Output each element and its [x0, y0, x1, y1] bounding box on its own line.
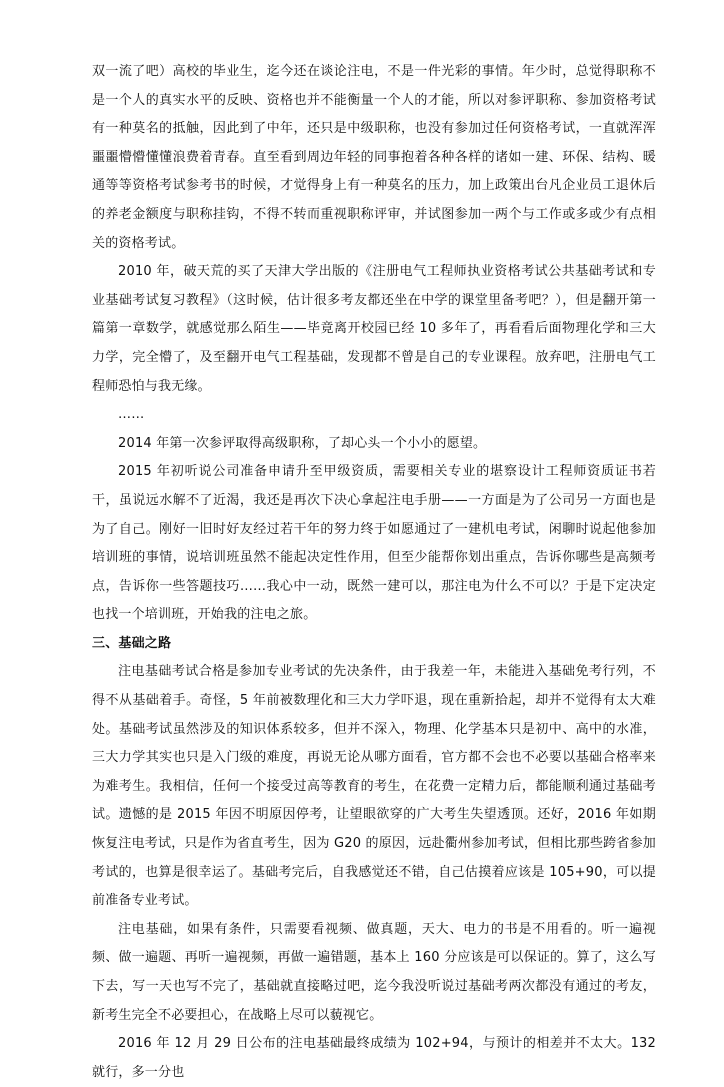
paragraph-2016-result: 2016 年 12 月 29 日公布的注电基础最终成绩为 102+94，与预计的相差并不太大。132 就行，多一分也 — [92, 1036, 656, 1080]
paragraph-2010-first-attempt: 2010 年，破天荒的买了天津大学出版的《注册电气工程师执业资格考试公共基础考试和专业基础考试复习教程》（这时候，估计很多考友都还坐在中学的课堂里备考吧？），但是翻开第一篇第一章数学，就感觉那么陌生——毕竟离开校园已经 10 多年了，再看看后面物理化学和三大力学，完全懵了，及至翻开电气工程基础，发现都不曾是自己的专业课程。放弃吧，注册电气工程师恐怕与我无缘。 — [92, 264, 656, 394]
document-page — [92, 58, 656, 1087]
paragraph-foundation-advice: 注电基础，如果有条件，只需要看视频、做真题，天大、电力的书是不用看的。听一遍视频、做一遍题、再听一遍视频，再做一遍错题，基本上 160 分应该是可以保证的。算了，这么写下去，写一天也写不完了，基础就直接略过吧，迄今我没听说过基础考两次都没有通过的考友，新考生完全不必要担心，在战略上尽可以藐视它。 — [92, 921, 656, 1023]
paragraph-ellipsis: …… — [118, 407, 145, 423]
paragraph-foundation-exam: 注电基础考试合格是参加专业考试的先决条件，由于我差一年，未能进入基础免考行列，不得不从基础着手。奇怪，5 年前被数理化和三大力学吓退，现在重新拾起，却并不觉得有太大难处。基础考试虽然涉及的知识体系较多，但并不深入，物理、化学基本只是初中、高中的水准，三大力学其实也只是入门级的难度，再说无论从哪方面看，官方都不会也不必要以基础合格率来为难考生。我相信，任何一个接受过高等教育的考生，在花费一定精力后，都能顺利通过基础考试。遗憾的是 2015 年因不明原因停考，让望眼欲穿的广大考生失望透顶。还好，2016 年如期恢复注电考试，只是作为省直考生，因为 G20 的原因，远赴衢州参加考试，但相比那些跨省参加考试的，也算是很幸运了。基础考完后，自我感觉还不错，自己估摸着应该是 105+90，可以提前准备专业考试。 — [92, 664, 656, 909]
section-heading-foundation: 三、基础之路 — [92, 635, 172, 651]
paragraph-career-reflection: 双一流了吧）高校的毕业生，迄今还在谈论注电，不是一件光彩的事情。年少时，总觉得职称不是一个人的真实水平的反映、资格也并不能衡量一个人的才能，所以对参评职称、参加资格考试有一种莫名的抵触，因此到了中年，还只是中级职称，也没有参加过任何资格考试，一直就浑浑噩噩懵懵懂懂浪费着青春。直至看到周边年轻的同事抱着各种各样的诸如一建、环保、结构、暖通等等资格考试参考书的时候，才觉得身上有一种莫名的压力，加上政策出台凡企业员工退休后的养老金额度与职称挂钩，不得不转而重视职称评审，并试图参加一两个与工作或多或少有点相关的资格考试。 — [92, 64, 656, 251]
paragraph-2015-decision: 2015 年初听说公司准备申请升至甲级资质，需要相关专业的堪察设计工程师资质证书若干，虽说远水解不了近渴，我还是再次下决心拿起注电手册——一方面是为了公司另一方面也是为了自己。刚好一旧时好友经过若干年的努力终于如愿通过了一建机电考试，闲聊时说起他参加培训班的事情，说培训班虽然不能起决定性作用，但至少能帮你划出重点，告诉你哪些是高频考点，告诉你一些答题技巧……我心中一动，既然一建可以，那注电为什么不可以？于是下定决定也找一个培训班，开始我的注电之旅。 — [92, 464, 656, 623]
paragraph-2014-senior-title: 2014 年第一次参评取得高级职称，了却心头一个小小的愿望。 — [118, 435, 487, 451]
